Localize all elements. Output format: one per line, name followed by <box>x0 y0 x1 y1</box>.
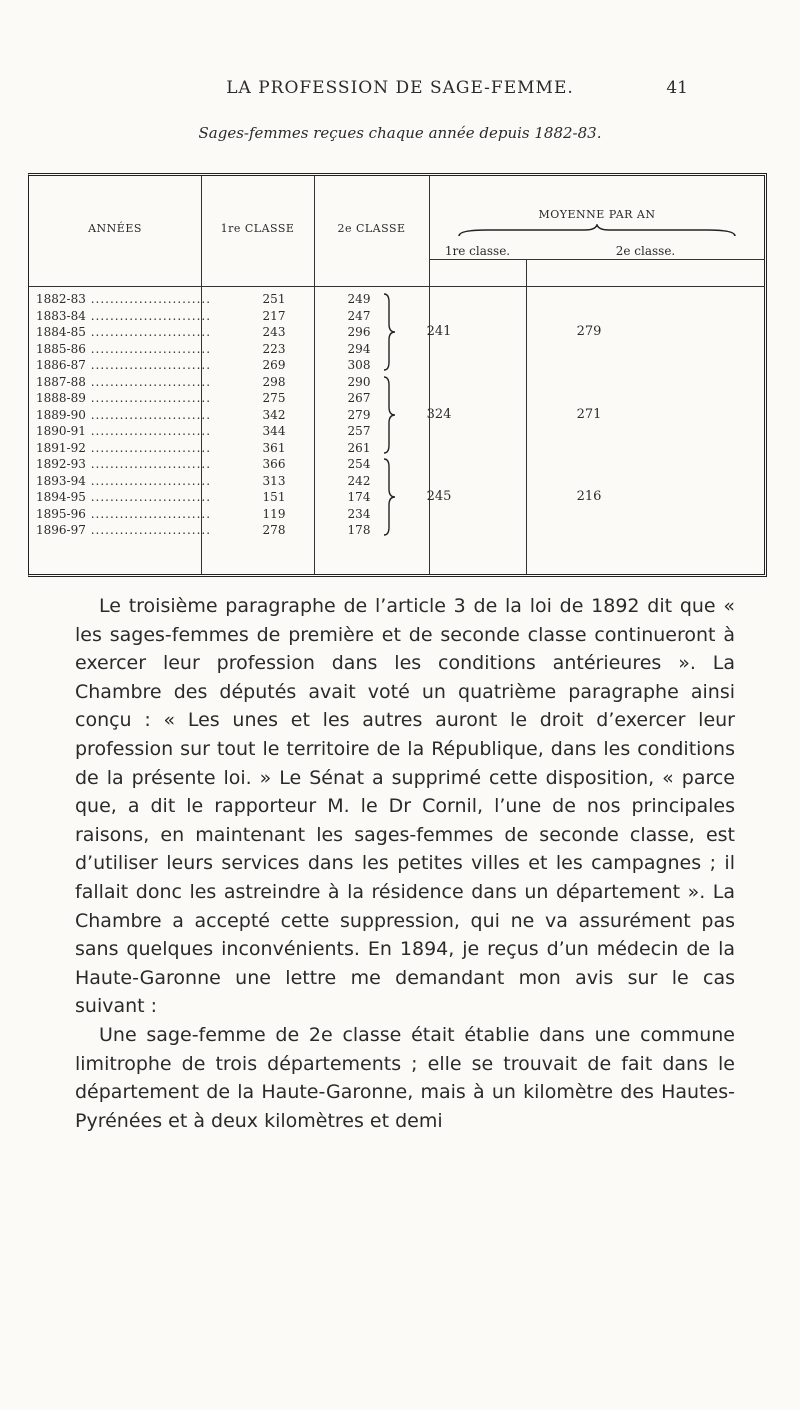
year-cell: 1883-84 ..... <box>36 308 211 324</box>
header-moyenne: MOYENNE PAR AN <box>538 208 656 221</box>
deuxieme-classe-cell: 261 <box>347 440 371 455</box>
deuxieme-classe-cell: 174 <box>347 490 371 504</box>
year-cell: 1892-93 ..... <box>36 456 211 472</box>
moyenne-2e-value: 271 <box>576 406 602 422</box>
header-rule <box>29 286 765 287</box>
paragraph: Une sage-femme de 2e classe était établie dans une commune limitrophe de trois départements ; elle se trouvait de fait dans le département de la Haute-Garonne, mais à un kilomètre des Hautes-Pyrénées et à deux kilomètres et demi <box>75 1023 735 1132</box>
year-cell: 1895-96 ..... <box>36 506 211 522</box>
premiere-classe-cell: 275 <box>262 391 286 405</box>
year-cell: 1887-88 ..... <box>36 374 211 390</box>
year-cell: 1893-94 ..... <box>36 473 211 489</box>
deuxieme-classe-cell: 247 <box>347 308 371 323</box>
deuxieme-classe-cell: 242 <box>347 473 371 488</box>
average-group <box>29 292 764 372</box>
moyenne-2e-value: 216 <box>576 489 602 504</box>
deuxieme-classe-cell: 296 <box>347 325 371 339</box>
statistics-table <box>28 173 767 577</box>
premiere-classe-cell: 361 <box>262 440 286 455</box>
table-caption: Sages-femmes reçues chaque année depuis 1882-83. <box>198 124 602 142</box>
moyenne-2e-value: 279 <box>576 324 602 339</box>
premiere-classe-cell: 223 <box>262 341 286 356</box>
premiere-classe-cell: 269 <box>262 358 286 372</box>
running-header <box>0 78 800 108</box>
premiere-classe-cell: 151 <box>262 490 286 504</box>
premiere-classe-cell: 217 <box>262 308 286 323</box>
premiere-classe-cell: 251 <box>262 292 286 306</box>
premiere-classe-cell: 344 <box>262 424 286 438</box>
premiere-classe-cell: 243 <box>262 325 286 339</box>
year-cell: 1891-92 ..... <box>36 440 211 456</box>
header-moyenne-2e: 2e classe. <box>615 244 676 258</box>
body-text <box>75 592 735 1135</box>
premiere-classe-cell: 278 <box>262 523 286 537</box>
average-group <box>29 457 764 537</box>
deuxieme-classe-cell: 254 <box>347 457 371 471</box>
year-cell: 1896-97 ..... <box>36 522 211 538</box>
deuxieme-classe-cell: 178 <box>347 523 371 537</box>
deuxieme-classe-cell: 267 <box>347 391 371 405</box>
running-title: LA PROFESSION DE SAGE-FEMME. <box>226 78 574 98</box>
moyenne-1re-value: 324 <box>426 406 452 422</box>
deuxieme-classe-cell: 294 <box>347 341 371 356</box>
group-brace <box>381 292 397 372</box>
year-cell: 1885-86 ..... <box>36 341 211 357</box>
year-cell: 1888-89 ..... <box>36 390 211 406</box>
premiere-classe-cell: 119 <box>262 506 286 521</box>
header-moyenne-1re: 1re classe. <box>444 244 511 258</box>
year-cell: 1886-87 ..... <box>36 357 211 373</box>
page-number: 41 <box>666 78 688 98</box>
premiere-classe-cell: 313 <box>262 473 286 488</box>
group-brace <box>381 375 397 455</box>
year-cell: 1889-90 ..... <box>36 407 211 423</box>
header-premiere-classe: 1re CLASSE <box>220 222 295 235</box>
deuxieme-classe-cell: 249 <box>347 292 371 306</box>
group-brace <box>381 457 397 537</box>
year-cell: 1894-95 ..... <box>36 489 211 505</box>
deuxieme-classe-cell: 279 <box>347 407 371 422</box>
header-brace <box>457 224 737 238</box>
paragraph: Le troisième paragraphe de l’article 3 de la loi de 1892 dit que « les sages-femmes de première et de seconde classe continueront à exercer leur profession dans les conditions antérieures ». La Chambre des députés avait voté un quatrième paragraphe ainsi conçu : « Les unes et les autres auront le droit d’exercer leur profession sur tout le territoire de la République, dans les conditions de la présente loi. » Le Sénat a supprimé cette disposition, « parce que, a dit le rapporteur M. le Dr Cornil, l’une de nos principales raisons, en maintenant les sages-femmes de seconde classe, est d’utiliser leurs services dans les petites villes et les campagnes ; il fallait donc les astreindre à la résidence dans un département ». La Chambre a accepté cette suppression, qui ne va assurément pas sans quelques inconvénients. En 1894, je reçus d’un médecin de la Haute-Garonne une lettre me demandant mon avis sur le cas suivant : <box>75 595 735 1018</box>
premiere-classe-cell: 298 <box>262 374 286 389</box>
deuxieme-classe-cell: 290 <box>347 374 371 389</box>
year-cell: 1882-83 ..... <box>36 291 211 307</box>
moyenne-1re-value: 245 <box>426 489 452 504</box>
average-group <box>29 375 764 455</box>
deuxieme-classe-cell: 234 <box>347 506 371 521</box>
deuxieme-classe-cell: 308 <box>347 358 371 372</box>
deuxieme-classe-cell: 257 <box>347 424 371 438</box>
header-deuxieme-classe: 2e CLASSE <box>337 222 406 235</box>
moyenne-1re-value: 241 <box>426 324 452 339</box>
premiere-classe-cell: 342 <box>262 407 286 422</box>
year-cell: 1890-91 ..... <box>36 423 211 439</box>
subheader-rule <box>429 259 765 260</box>
header-annees: ANNÉES <box>88 222 142 235</box>
year-cell: 1884-85 ..... <box>36 324 211 340</box>
premiere-classe-cell: 366 <box>262 457 286 471</box>
